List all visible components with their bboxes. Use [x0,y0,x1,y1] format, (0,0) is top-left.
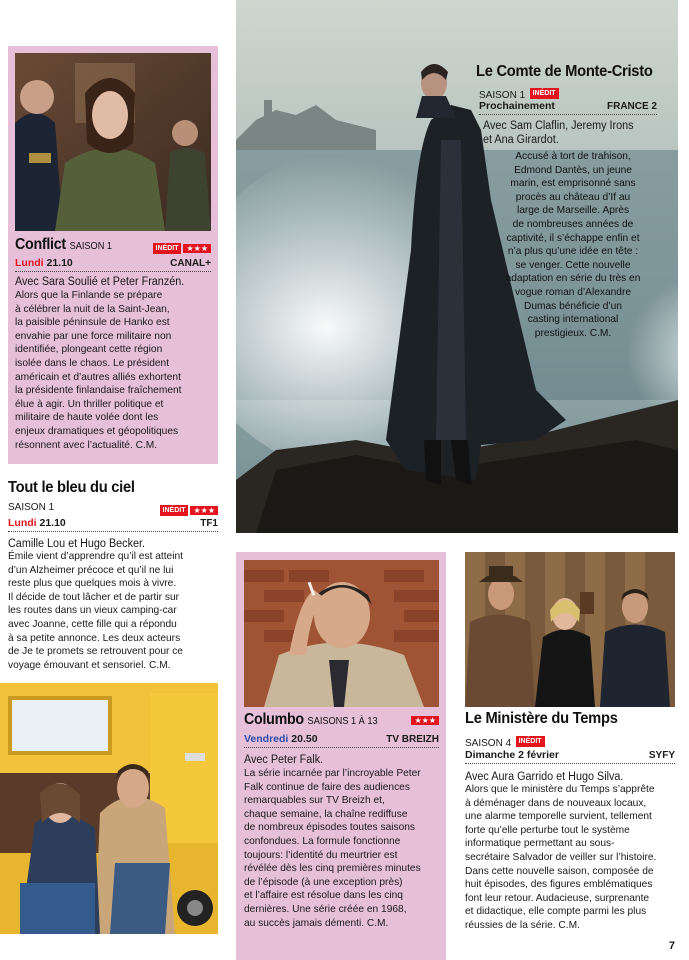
columbo-day: Vendredi [244,733,289,745]
bleu-title: Tout le bleu du ciel [8,479,135,496]
conflict-cast: Avec Sara Soulié et Peter Franzén. [15,276,185,288]
bleu-season: SAISON 1 [8,502,55,513]
conflict-rating-stars: ★★★ [183,244,211,253]
bleu-body: Émile vient d’apprendre qu’il est atteint d’un Alzheimer précoce et qu’il ne lui reste plus que quelques mois à vivre. Il décide de tout lâcher et de partir sur les routes dans un vieux camping-car avec Joanne, cette fille qui a répondu à sa petite annonce. Les deux acteurs de Je te promets se retrouvent pour ce voyage émouvant et sensoriel. C.M. [8,551,183,671]
bleu-rating-stars: ★★★ [190,506,218,515]
ministere-body: Alors que le ministère du Temps s’apprête à déménager dans de nouveaux locaux, une alarme temporelle survient, tellement forte qu’elle perturbe tout le système informatique permettant au sous- secrétaire Salvador de veiller sur l’histoire. Dans cette nouvelle saison, composée de huit épisodes, des figures emblématiques font leur retour. Audacieuse, surprenante et didactique, elle compte parmi les plus réussies de la série. C.M. [465,784,657,931]
page-number: 7 [668,940,675,952]
columbo-body: La série incarnée par l’incroyable Peter Falk continue de faire des audiences remarquables sur TV Breizh et, chaque semaine, la chaîne rediffuse de nombreux épisodes toutes saisons confondues. La formule fonctionne toujours: l’identité du meurtrier est révélée dès les cinq premières minutes de l’épisode (à une exception près) et l’affaire est résolue dans les cinq dernières. Une série créée en 1968, au succès jamais démenti. C.M. [244,768,421,929]
columbo-title: Columbo SAISONS 1 À 13 [244,711,378,728]
monte-cristo-title: Le Comte de Monte-Cristo [476,63,653,80]
monte-cristo-season-row [479,85,559,101]
conflict-season: SAISON 1 [69,241,113,252]
monte-cristo-season: SAISON 1 [479,90,526,101]
conflict-body: Alors que la Finlande se prépare à célébrer la nuit de la Saint-Jean, la paisible péninsule de Hanko est envahie par une force militaire non identifiée, plongeant cette région isolée dans le chaos. Le président américain et d’autres alliés exhortent la présidente finlandaise fraîchement élue à agir. Un thriller politique et militaire de haute volée dont les enjeux dramatiques et géopolitiques résonnent avec l’actualité. C.M. [15,290,182,451]
columbo-season: SAISONS 1 À 13 [307,716,378,727]
conflict-schedule [15,257,211,272]
ministere-inedit-badge: INÉDIT [516,736,545,747]
monte-cristo-body: Accusé à tort de trahison, Edmond Dantès, un jeune marin, est emprisonné sans procès au château d’If au large de Marseille. Après de nombreuses années de captivité, il s’échappe enfin et n’a plus qu’une idée en tête : se venger. Cette nouvelle adaptation en série du très en vogue roman d’Alexandre Dumas bénéficie d’un casting international prestigieux. C.M. [505,151,641,339]
conflict-channel: CANAL+ [170,258,211,269]
bleu-time: 21.10 [39,517,66,529]
ministere-season: SAISON 4 [465,738,512,749]
ministere-schedule [465,749,675,764]
monte-cristo-channel: FRANCE 2 [606,101,657,112]
monte-cristo-cast: Avec Sam Claflin, Jeremy Irons et Ana Girardot. [483,120,634,146]
monte-cristo-day: Prochainement [479,100,555,112]
bleu-season-row [8,502,218,515]
monte-cristo-inedit-badge: INÉDIT [530,88,559,99]
bleu-cast: Camille Lou et Hugo Becker. [8,538,146,550]
ministere-photo [465,552,675,707]
columbo-cast: Avec Peter Falk. [244,754,324,766]
columbo-schedule [244,733,439,748]
monte-cristo-schedule [479,100,657,115]
columbo-channel: TV BREIZH [386,734,439,745]
conflict-time: 21.10 [46,257,73,269]
columbo-title-row [244,711,439,729]
columbo-photo [244,560,439,707]
ministere-day: Dimanche 2 février [465,749,559,761]
columbo-time: 20.50 [291,733,318,745]
bleu-schedule [8,517,218,532]
conflict-inedit-badge: INÉDIT [153,243,182,254]
conflict-title: Conflict SAISON 1 [15,236,113,253]
conflict-photo [15,53,211,231]
ministere-season-row [465,733,545,749]
columbo-rating-stars: ★★★ [411,716,439,725]
bleu-photo [0,683,218,934]
ministere-title: Le Ministère du Temps [465,710,618,727]
bleu-channel: TF1 [200,518,218,529]
ministere-cast: Avec Aura Garrido et Hugo Silva. [465,771,624,783]
ministere-channel: SYFY [648,750,675,761]
bleu-inedit-badge: INÉDIT [160,505,189,516]
conflict-title-row [15,236,211,254]
bleu-day: Lundi [8,517,37,529]
conflict-day: Lundi [15,257,44,269]
